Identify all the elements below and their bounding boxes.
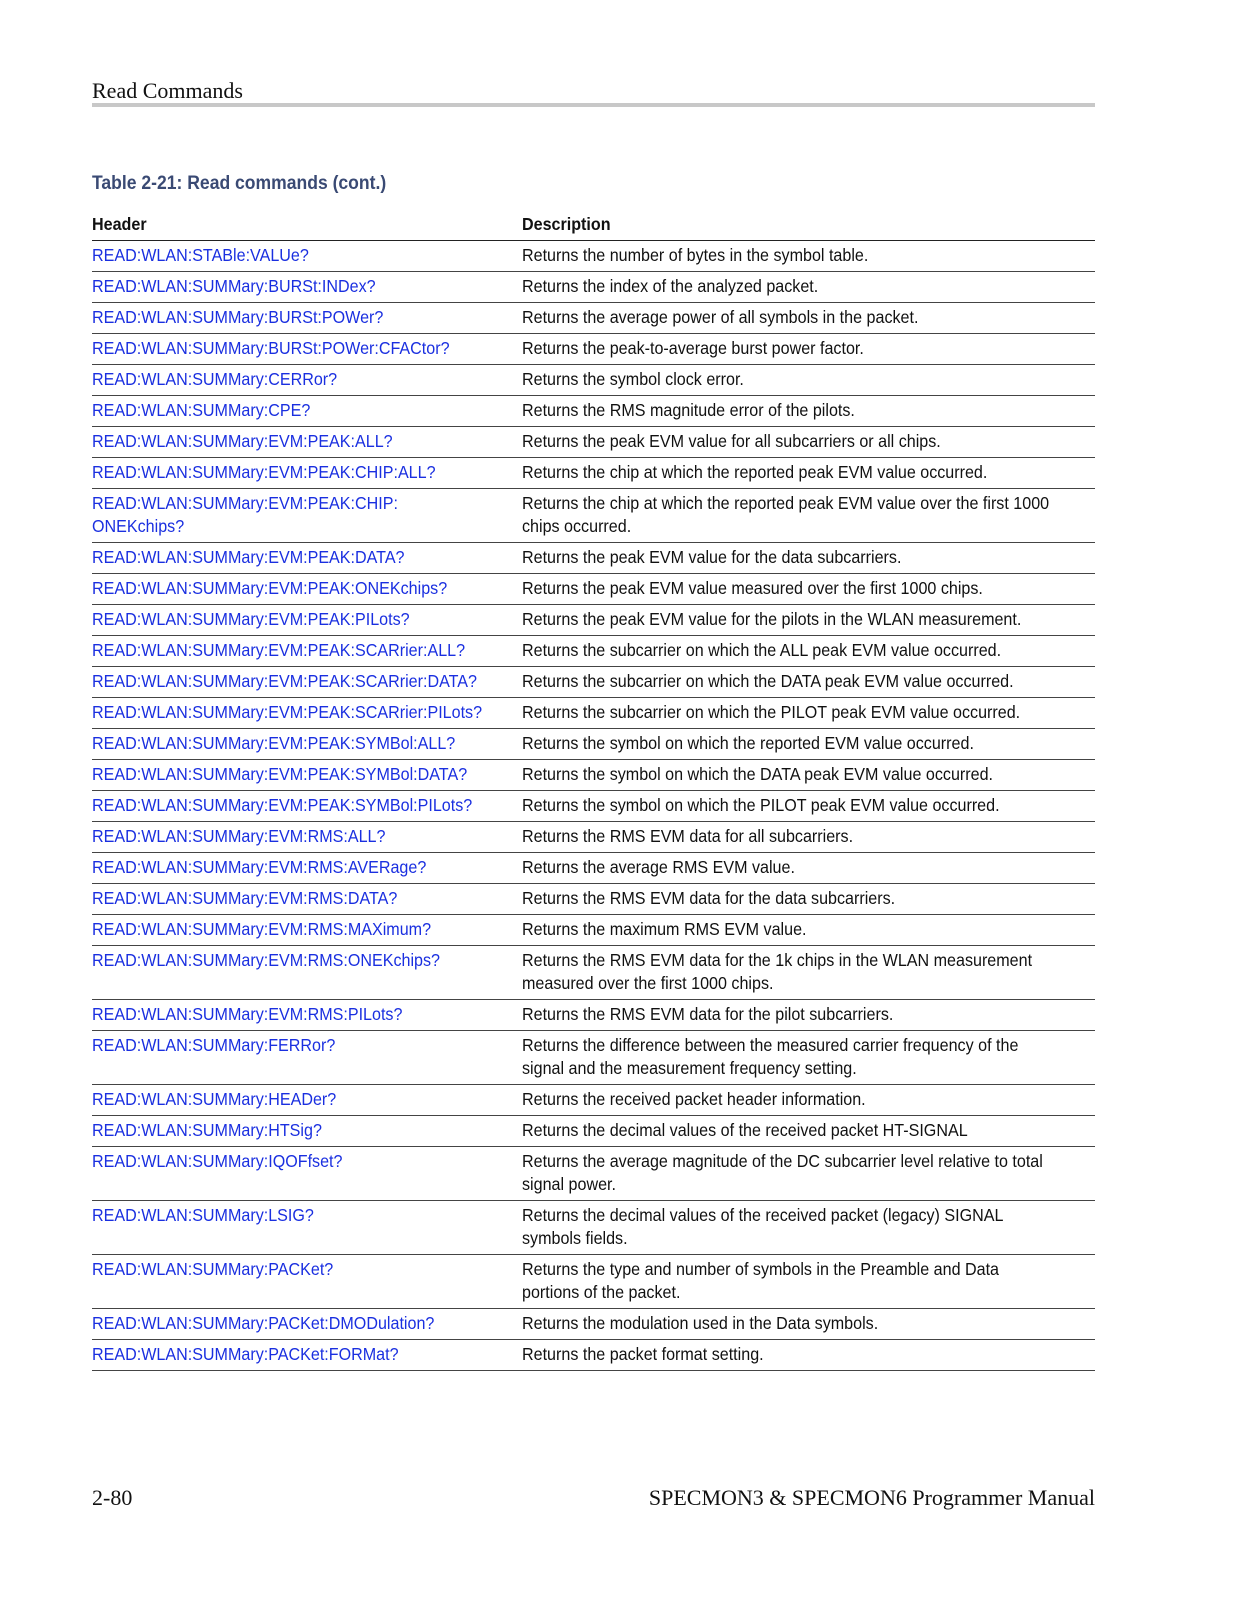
command-description-cell [522,241,1095,272]
command-link[interactable]: READ:WLAN:SUMMary:CERRor? [92,369,338,389]
command-description: Returns the peak EVM value for the pilots in the WLAN measurement. [522,609,1022,629]
running-head: Read Commands [92,78,243,103]
table-row [92,241,1095,272]
table-row [92,1255,1095,1309]
command-header-cell [92,272,522,303]
command-header-cell [92,853,522,884]
command-description-cell [522,303,1095,334]
table-header-row [92,210,1095,241]
command-description: Returns the maximum RMS EVM value. [522,919,807,939]
command-description: Returns the chip at which the reported peak EVM value over the first 1000 [522,493,1050,513]
table-row [92,1147,1095,1201]
command-link[interactable]: READ:WLAN:SUMMary:EVM:RMS:MAXimum? [92,919,432,939]
command-link[interactable]: READ:WLAN:SUMMary:HTSig? [92,1120,322,1140]
command-description-cell [522,1085,1095,1116]
command-description: portions of the packet. [522,1282,681,1302]
table-row [92,636,1095,667]
command-header-cell [92,791,522,822]
command-link[interactable]: ONEKchips? [92,516,185,536]
command-link[interactable]: READ:WLAN:SUMMary:FERRor? [92,1035,336,1055]
command-description-cell [522,489,1095,543]
command-link[interactable]: READ:WLAN:SUMMary:EVM:PEAK:ONEKchips? [92,578,448,598]
command-description: Returns the average magnitude of the DC subcarrier level relative to total [522,1151,1043,1171]
table-row [92,605,1095,636]
command-description: Returns the symbol on which the PILOT peak EVM value occurred. [522,795,1000,815]
command-description: Returns the peak EVM value measured over the first 1000 chips. [522,578,983,598]
command-link[interactable]: READ:WLAN:SUMMary:PACKet:FORMat? [92,1344,399,1364]
command-link[interactable]: READ:WLAN:SUMMary:EVM:PEAK:SCARrier:DATA? [92,671,477,691]
command-description-cell [522,1000,1095,1031]
command-description-cell [522,760,1095,791]
table-row [92,272,1095,303]
command-description-cell [522,1031,1095,1085]
command-link[interactable]: READ:WLAN:SUMMary:EVM:PEAK:SYMBol:PILots? [92,795,473,815]
command-header-cell [92,636,522,667]
command-description: Returns the packet format setting. [522,1344,764,1364]
command-description-cell [522,884,1095,915]
command-header-cell [92,946,522,1000]
command-description: Returns the index of the analyzed packet. [522,276,819,296]
command-description-cell [522,1147,1095,1201]
command-description-cell [522,1309,1095,1340]
command-description-cell [522,574,1095,605]
command-link[interactable]: READ:WLAN:SUMMary:EVM:PEAK:DATA? [92,547,405,567]
command-description: Returns the symbol on which the DATA peak EVM value occurred. [522,764,994,784]
command-description-cell [522,427,1095,458]
table-body [92,241,1095,1371]
command-description: Returns the modulation used in the Data symbols. [522,1313,879,1333]
command-header-cell [92,574,522,605]
table-row [92,396,1095,427]
command-header-cell [92,760,522,791]
table-row [92,489,1095,543]
command-header-cell [92,1147,522,1201]
table-row [92,698,1095,729]
command-link[interactable]: READ:WLAN:SUMMary:EVM:RMS:AVERage? [92,857,427,877]
command-link[interactable]: READ:WLAN:SUMMary:EVM:RMS:PILots? [92,1004,403,1024]
command-link[interactable]: READ:WLAN:SUMMary:BURSt:POWer? [92,307,384,327]
command-header-cell [92,1031,522,1085]
command-description: Returns the peak-to-average burst power factor. [522,338,864,358]
command-header-cell [92,698,522,729]
column-header-description: Description [522,210,1095,241]
command-header-cell [92,1000,522,1031]
command-description-cell [522,698,1095,729]
command-description: Returns the decimal values of the received packet (legacy) SIGNAL [522,1205,1004,1225]
command-header-cell [92,1340,522,1371]
command-description-cell [522,853,1095,884]
manual-title: SPECMON3 & SPECMON6 Programmer Manual [648,1485,1095,1510]
command-header-cell [92,365,522,396]
table-row [92,1116,1095,1147]
page-number: 2-80 [92,1485,133,1510]
command-link[interactable]: READ:WLAN:SUMMary:EVM:RMS:DATA? [92,888,398,908]
command-description: Returns the decimal values of the received packet HT-SIGNAL [522,1120,968,1140]
command-link[interactable]: READ:WLAN:SUMMary:EVM:PEAK:ALL? [92,431,393,451]
command-header-cell [92,1255,522,1309]
table-row [92,1309,1095,1340]
command-header-cell [92,543,522,574]
table-row [92,1000,1095,1031]
command-header-cell [92,458,522,489]
command-header-cell [92,396,522,427]
command-header-cell [92,427,522,458]
table-row [92,791,1095,822]
header-rule [92,103,1095,107]
table-row [92,915,1095,946]
table-row [92,853,1095,884]
command-description-cell [522,636,1095,667]
command-link[interactable]: READ:WLAN:SUMMary:EVM:PEAK:CHIP:ALL? [92,462,436,482]
command-description-cell [522,1201,1095,1255]
table-row [92,365,1095,396]
command-link[interactable]: READ:WLAN:SUMMary:LSIG? [92,1205,314,1225]
command-description-cell [522,605,1095,636]
table-row [92,946,1095,1000]
read-commands-table [92,210,1095,1371]
command-link[interactable]: READ:WLAN:SUMMary:EVM:RMS:ALL? [92,826,386,846]
command-link[interactable]: READ:WLAN:SUMMary:EVM:PEAK:SYMBol:ALL? [92,733,456,753]
command-description: Returns the type and number of symbols in the Preamble and Data [522,1259,1000,1279]
command-description-cell [522,915,1095,946]
table-row [92,667,1095,698]
command-description: Returns the RMS EVM data for the pilot subcarriers. [522,1004,894,1024]
command-description-cell [522,543,1095,574]
command-description-cell [522,365,1095,396]
table-row [92,1340,1095,1371]
command-description: Returns the received packet header information. [522,1089,866,1109]
command-header-cell [92,1085,522,1116]
command-description: Returns the RMS magnitude error of the pilots. [522,400,855,420]
command-header-cell [92,1309,522,1340]
command-header-cell [92,1116,522,1147]
table-row [92,334,1095,365]
command-header-cell [92,303,522,334]
command-link[interactable]: READ:WLAN:SUMMary:PACKet:DMODulation? [92,1313,435,1333]
command-link[interactable]: READ:WLAN:SUMMary:BURSt:POWer:CFACtor? [92,338,450,358]
command-header-cell [92,667,522,698]
command-description: Returns the peak EVM value for the data subcarriers. [522,547,902,567]
command-description: signal and the measurement frequency setting. [522,1058,857,1078]
command-description: Returns the symbol clock error. [522,369,744,389]
command-description-cell [522,946,1095,1000]
command-description-cell [522,667,1095,698]
command-description-cell [522,458,1095,489]
command-link[interactable]: READ:WLAN:SUMMary:CPE? [92,400,311,420]
command-description: Returns the average power of all symbols in the packet. [522,307,919,327]
command-link[interactable]: READ:WLAN:SUMMary:BURSt:INDex? [92,276,376,296]
command-description: measured over the first 1000 chips. [522,973,774,993]
command-header-cell [92,915,522,946]
command-header-cell [92,884,522,915]
command-description-cell [522,334,1095,365]
command-link[interactable]: READ:WLAN:SUMMary:HEADer? [92,1089,337,1109]
table-row [92,303,1095,334]
command-description: Returns the difference between the measured carrier frequency of the [522,1035,1019,1055]
command-header-cell [92,605,522,636]
command-description: Returns the subcarrier on which the ALL peak EVM value occurred. [522,640,1002,660]
command-description: Returns the number of bytes in the symbol table. [522,245,869,265]
command-link[interactable]: READ:WLAN:SUMMary:PACKet? [92,1259,334,1279]
command-description: Returns the RMS EVM data for all subcarriers. [522,826,854,846]
command-description: signal power. [522,1174,617,1194]
command-link[interactable]: READ:WLAN:STABle:VALUe? [92,245,309,265]
command-header-cell [92,241,522,272]
command-description: Returns the subcarrier on which the DATA peak EVM value occurred. [522,671,1014,691]
command-header-cell [92,729,522,760]
command-link[interactable]: READ:WLAN:SUMMary:IQOFfset? [92,1151,343,1171]
command-link[interactable]: READ:WLAN:SUMMary:EVM:RMS:ONEKchips? [92,950,441,970]
table-row [92,543,1095,574]
command-description-cell [522,822,1095,853]
table-row [92,427,1095,458]
command-header-cell [92,822,522,853]
table-row [92,458,1095,489]
command-description-cell [522,272,1095,303]
table-row [92,729,1095,760]
command-description-cell [522,396,1095,427]
table-row [92,822,1095,853]
column-header-header: Header [92,210,522,241]
command-description: Returns the peak EVM value for all subcarriers or all chips. [522,431,941,451]
command-header-cell [92,1201,522,1255]
command-description: Returns the subcarrier on which the PILOT peak EVM value occurred. [522,702,1021,722]
command-description-cell [522,1255,1095,1309]
table-row [92,1031,1095,1085]
command-header-cell [92,489,522,543]
command-link[interactable]: READ:WLAN:SUMMary:EVM:PEAK:SYMBol:DATA? [92,764,468,784]
command-description: Returns the RMS EVM data for the 1k chips in the WLAN measurement [522,950,1033,970]
command-link[interactable]: READ:WLAN:SUMMary:EVM:PEAK:SCARrier:ALL? [92,640,466,660]
table-caption: Table 2-21: Read commands (cont.) [92,172,387,194]
command-description-cell [522,729,1095,760]
table-row [92,760,1095,791]
command-description: Returns the RMS EVM data for the data subcarriers. [522,888,896,908]
command-description-cell [522,1116,1095,1147]
command-description: Returns the average RMS EVM value. [522,857,795,877]
table-row [92,574,1095,605]
command-description: Returns the chip at which the reported peak EVM value occurred. [522,462,988,482]
command-description-cell [522,1340,1095,1371]
command-description: Returns the symbol on which the reported EVM value occurred. [522,733,974,753]
command-header-cell [92,334,522,365]
command-link[interactable]: READ:WLAN:SUMMary:EVM:PEAK:PILots? [92,609,410,629]
table-row [92,884,1095,915]
table-row [92,1085,1095,1116]
command-link[interactable]: READ:WLAN:SUMMary:EVM:PEAK:CHIP: [92,493,398,513]
command-description: chips occurred. [522,516,632,536]
command-description-cell [522,791,1095,822]
command-link[interactable]: READ:WLAN:SUMMary:EVM:PEAK:SCARrier:PILots? [92,702,483,722]
command-description: symbols fields. [522,1228,628,1248]
table-row [92,1201,1095,1255]
